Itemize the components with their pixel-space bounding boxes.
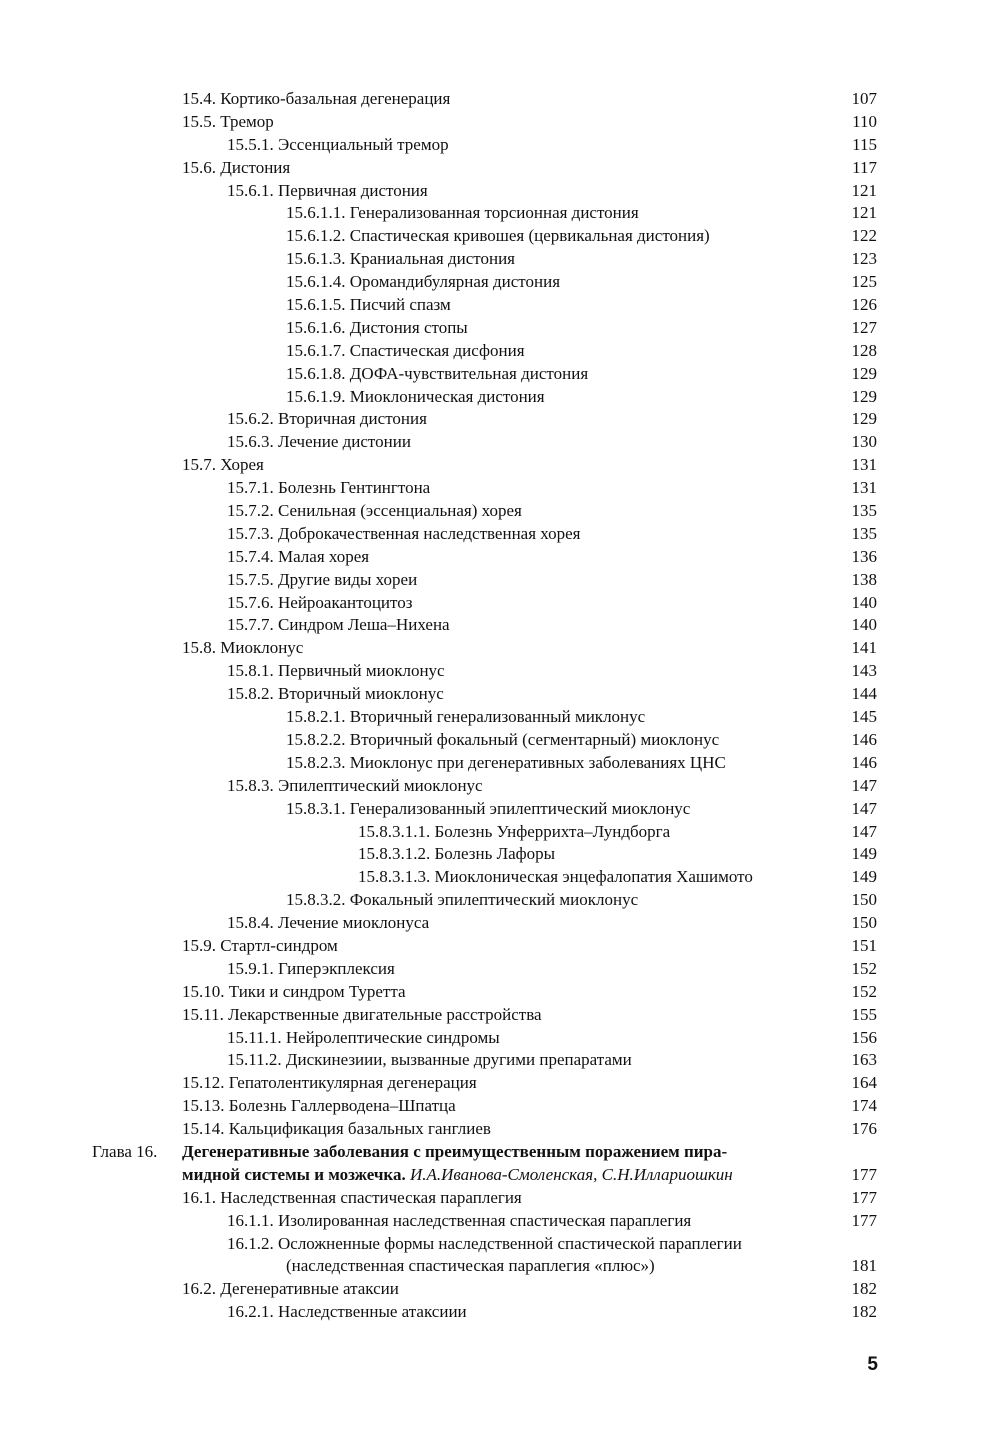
toc-entry-text: 15.14. Кальцификация базальных ганглиев xyxy=(182,1119,491,1139)
toc-entry xyxy=(0,111,1000,134)
toc-entry-page: 141 xyxy=(851,638,877,658)
toc-entry-text: 16.2. Дегенеративные атаксии xyxy=(182,1279,399,1299)
toc-entry xyxy=(0,386,1000,409)
toc-entry-text: 15.7.4. Малая хорея xyxy=(227,546,370,566)
toc-entry-text: 15.8.3.1.3. Миоклоническая энцефалопатия Хашимото xyxy=(358,867,753,887)
toc-entry-page: 123 xyxy=(851,249,877,269)
toc-entry-page: 129 xyxy=(851,363,877,383)
toc-entry-text: 15.13. Болезнь Галлерводена–Шпатца xyxy=(182,1096,456,1116)
toc-entry-page: 117 xyxy=(852,157,877,177)
toc-entry xyxy=(0,637,1000,660)
toc-entry-text: 15.7.3. Доброкачественная наследственная хорея xyxy=(227,523,581,543)
toc-entry-page: 130 xyxy=(851,432,877,452)
toc-entry xyxy=(0,683,1000,706)
toc-entry-text: 15.8.3.1.1. Болезнь Унферрихта–Лундборга xyxy=(358,821,671,841)
toc-entry xyxy=(0,889,1000,912)
toc-entry-text: 15.6.1.2. Спастическая кривошея (цервикальная дистония) xyxy=(286,226,710,246)
toc-entry-page: 177 xyxy=(851,1210,877,1230)
toc-entry-page: 136 xyxy=(851,546,877,566)
toc-entry-text: 16.1.1. Изолированная наследственная спастическая параплегия xyxy=(227,1210,692,1230)
toc-entry xyxy=(0,752,1000,775)
toc-entry-page: 129 xyxy=(851,409,877,429)
toc-entry xyxy=(0,706,1000,729)
toc-entry xyxy=(0,363,1000,386)
toc-entry xyxy=(0,225,1000,248)
toc-entry-text: 15.8.3.1.2. Болезнь Лафоры xyxy=(358,844,556,864)
toc-entry-page: 135 xyxy=(851,501,877,521)
toc-entry xyxy=(0,1118,1000,1141)
toc-entry xyxy=(0,866,1000,889)
toc-entry-page: 152 xyxy=(851,981,877,1001)
toc-entry-text: 16.1. Наследственная спастическая параплегия xyxy=(182,1187,522,1207)
toc-entry-text: 15.7.1. Болезнь Гентингтона xyxy=(227,478,431,498)
chapter-title-line1: Дегенеративные заболевания с преимущественным поражением пира- xyxy=(182,1141,728,1161)
page-number: 5 xyxy=(867,1354,878,1375)
toc-entry xyxy=(0,729,1000,752)
toc-entry xyxy=(0,157,1000,180)
chapter-label: Глава 16. xyxy=(92,1141,158,1161)
toc-entry-page: 182 xyxy=(851,1279,877,1299)
toc-entry-text: 15.6.1.3. Краниальная дистония xyxy=(286,249,515,269)
toc-entry-page: 144 xyxy=(851,684,877,704)
toc-entry-page: 128 xyxy=(851,340,877,360)
chapter-heading-line2 xyxy=(0,1164,1000,1187)
toc-entry-page: 177 xyxy=(851,1187,877,1207)
toc-entry xyxy=(0,614,1000,637)
toc-entry-text: 15.6.1.6. Дистония стопы xyxy=(286,317,468,337)
toc-entry-page: 110 xyxy=(852,111,877,131)
toc-entry xyxy=(0,1278,1000,1301)
chapter-page: 177 xyxy=(851,1164,877,1184)
toc-entry xyxy=(0,1049,1000,1072)
toc-entry-page: 138 xyxy=(851,569,877,589)
toc-entry-text: 15.6.1.9. Миоклоническая дистония xyxy=(286,386,545,406)
toc-entry-page: 147 xyxy=(851,821,877,841)
toc-entry-page: 135 xyxy=(851,523,877,543)
toc-entry-page: 129 xyxy=(851,386,877,406)
chapter-authors: И.А.Иванова-Смоленская, С.Н.Иллариошкин xyxy=(409,1164,733,1184)
toc-entry xyxy=(0,935,1000,958)
toc-entry xyxy=(0,546,1000,569)
toc-entry xyxy=(0,88,1000,111)
toc-entry-text: 15.8.2.1. Вторичный генерализованный миклонус xyxy=(286,707,646,727)
toc-entry-text: 15.6.3. Лечение дистонии xyxy=(227,432,411,452)
toc-entry-text: 15.6. Дистония xyxy=(182,157,291,177)
toc-entry-text: 15.6.2. Вторичная дистония xyxy=(227,409,427,429)
toc-entry-text: 15.8.3. Эпилептический миоклонус xyxy=(227,775,483,795)
toc-group-chapter-16b xyxy=(0,1278,1000,1324)
toc-entry-text: 15.5.1. Эссенциальный тремор xyxy=(227,134,449,154)
toc-entry-page: 145 xyxy=(851,707,877,727)
toc-entry-page: 126 xyxy=(851,295,877,315)
toc-entry-page: 150 xyxy=(851,913,877,933)
toc-entry xyxy=(0,1187,1000,1210)
toc-entry-page: 176 xyxy=(851,1119,877,1139)
toc-entry xyxy=(0,408,1000,431)
toc-entry-text: 15.7.6. Нейроакантоцитоз xyxy=(227,592,413,612)
toc-entry xyxy=(0,1027,1000,1050)
toc-entry xyxy=(0,775,1000,798)
toc-entry-page: 121 xyxy=(851,180,877,200)
toc-entry-page: 147 xyxy=(851,775,877,795)
toc-entry xyxy=(0,271,1000,294)
toc-entry-text: 15.6.1. Первичная дистония xyxy=(227,180,428,200)
toc-entry-text: 15.7. Хорея xyxy=(182,455,264,475)
toc-entry-text: 15.6.1.7. Спастическая дисфония xyxy=(286,340,525,360)
toc-entry-text: 15.8.4. Лечение миоклонуса xyxy=(227,913,430,933)
toc-entry xyxy=(0,660,1000,683)
toc-entry-text: 15.12. Гепатолентикулярная дегенерация xyxy=(182,1073,477,1093)
toc-entry xyxy=(0,1004,1000,1027)
toc-entry-text: 15.9.1. Гиперэкплексия xyxy=(227,958,395,978)
toc-entry-page: 174 xyxy=(851,1096,877,1116)
table-of-contents xyxy=(0,88,1000,1324)
toc-entry-page: 155 xyxy=(851,1004,877,1024)
toc-entry-text: 15.10. Тики и синдром Туретта xyxy=(182,981,406,1001)
toc-entry xyxy=(0,843,1000,866)
toc-entry-page: 131 xyxy=(851,478,877,498)
toc-entry-text: (наследственная спастическая параплегия «плюс») xyxy=(286,1256,655,1276)
toc-entry-text: 15.11. Лекарственные двигательные расстройства xyxy=(182,1004,542,1024)
toc-group-chapter-15 xyxy=(0,88,1000,1141)
toc-entry xyxy=(0,1072,1000,1095)
chapter-heading-line1 xyxy=(0,1141,1000,1164)
toc-entry xyxy=(0,202,1000,225)
toc-entry-page: 121 xyxy=(851,203,877,223)
toc-entry xyxy=(0,592,1000,615)
toc-entry xyxy=(0,569,1000,592)
toc-entry xyxy=(0,798,1000,821)
toc-entry-text: 16.2.1. Наследственные атаксиии xyxy=(227,1302,467,1322)
toc-entry-text: 15.8.2. Вторичный миоклонус xyxy=(227,684,444,704)
toc-entry-page: 152 xyxy=(851,958,877,978)
toc-entry-page: 115 xyxy=(852,134,877,154)
toc-entry-page: 143 xyxy=(851,661,877,681)
toc-entry-text: 15.6.1.8. ДОФА-чувствительная дистония xyxy=(286,363,589,383)
toc-entry-text: 15.4. Кортико-базальная дегенерация xyxy=(182,89,451,108)
toc-entry-text: 15.7.5. Другие виды хореи xyxy=(227,569,418,589)
toc-entry-page: 149 xyxy=(851,867,877,887)
toc-entry-page: 131 xyxy=(851,455,877,475)
toc-entry-text: 16.1.2. Осложненные формы наследственной спастической параплегии xyxy=(227,1233,742,1253)
toc-entry-page: 140 xyxy=(851,615,877,635)
toc-entry-page: 151 xyxy=(851,935,877,955)
toc-entry xyxy=(0,1095,1000,1118)
toc-entry-page: 164 xyxy=(851,1073,877,1093)
toc-entry xyxy=(0,477,1000,500)
toc-entry xyxy=(0,912,1000,935)
toc-entry-text: 15.6.1.1. Генерализованная торсионная дистония xyxy=(286,203,639,223)
toc-entry-page: 149 xyxy=(851,844,877,864)
toc-entry xyxy=(0,500,1000,523)
toc-entry xyxy=(0,180,1000,203)
toc-entry-multiline-line1 xyxy=(0,1233,1000,1256)
toc-entry-text: 15.11.1. Нейролептические синдромы xyxy=(227,1027,500,1047)
toc-entry-page: 182 xyxy=(851,1302,877,1322)
toc-entry-text: 15.9. Стартл-синдром xyxy=(182,935,338,955)
toc-entry-text: 15.8. Миоклонус xyxy=(182,638,304,658)
toc-entry-text: 15.6.1.5. Писчий спазм xyxy=(286,295,451,315)
toc-entry xyxy=(0,1301,1000,1324)
toc-group-chapter-16a xyxy=(0,1187,1000,1233)
toc-entry-text: 15.6.1.4. Оромандибулярная дистония xyxy=(286,272,561,292)
toc-entry-text: 15.7.7. Синдром Леша–Нихена xyxy=(227,615,450,635)
toc-entry-multiline-line2 xyxy=(0,1255,1000,1278)
toc-entry xyxy=(0,340,1000,363)
toc-entry-text: 15.8.3.2. Фокальный эпилептический миоклонус xyxy=(286,890,639,910)
toc-entry-page: 146 xyxy=(851,729,877,749)
toc-entry-text: 15.5. Тремор xyxy=(182,111,274,131)
toc-entry-text: 15.11.2. Дискинезиии, вызванные другими препаратами xyxy=(227,1050,632,1070)
toc-entry xyxy=(0,1210,1000,1233)
toc-entry xyxy=(0,523,1000,546)
toc-entry xyxy=(0,958,1000,981)
toc-entry-page: 181 xyxy=(851,1256,877,1276)
toc-entry-text: 15.8.1. Первичный миоклонус xyxy=(227,661,445,681)
chapter-title-line2: мидной системы и мозжечка. xyxy=(182,1164,406,1184)
toc-entry-page: 125 xyxy=(851,272,877,292)
toc-entry-page: 122 xyxy=(851,226,877,246)
toc-entry xyxy=(0,454,1000,477)
toc-entry-page: 146 xyxy=(851,752,877,772)
toc-entry xyxy=(0,431,1000,454)
toc-entry-page: 163 xyxy=(851,1050,877,1070)
toc-entry-page: 156 xyxy=(851,1027,877,1047)
toc-entry-text: 15.8.2.2. Вторичный фокальный (сегментарный) миоклонус xyxy=(286,729,720,749)
toc-entry-text: 15.8.3.1. Генерализованный эпилептический миоклонус xyxy=(286,798,691,818)
toc-entry xyxy=(0,248,1000,271)
toc-entry-page: 127 xyxy=(851,317,877,337)
toc-entry xyxy=(0,294,1000,317)
toc-entry xyxy=(0,981,1000,1004)
toc-entry xyxy=(0,317,1000,340)
toc-entry-text: 15.8.2.3. Миоклонус при дегенеративных заболеваниях ЦНС xyxy=(286,752,726,772)
toc-entry-page: 150 xyxy=(851,890,877,910)
toc-entry-page: 140 xyxy=(851,592,877,612)
toc-entry xyxy=(0,134,1000,157)
toc-entry-text: 15.7.2. Сенильная (эссенциальная) хорея xyxy=(227,501,522,521)
toc-entry xyxy=(0,821,1000,844)
toc-entry-page: 147 xyxy=(851,798,877,818)
toc-entry-page: 107 xyxy=(851,89,877,108)
